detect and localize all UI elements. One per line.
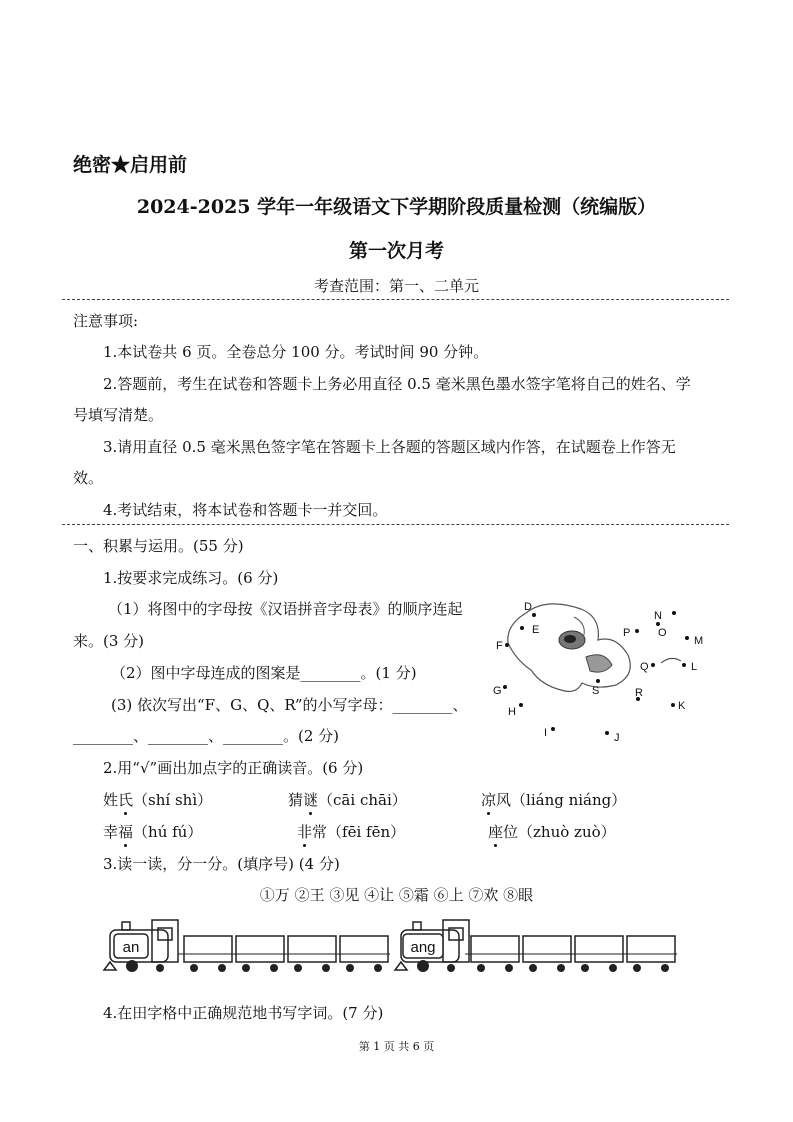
notice-item-4: 4.考试结束，将本试卷和答题卡一并交回。 <box>103 501 388 519</box>
train-an-car-wheel <box>346 964 354 972</box>
notice-item-3-cont: 效。 <box>73 469 104 487</box>
exam-subtitle: 第一次月考 <box>348 240 444 262</box>
q2-word-3-char: 风 <box>496 791 512 809</box>
letter-f: F <box>496 640 503 652</box>
dot-l <box>682 663 686 667</box>
train-ang-car-1 <box>471 936 519 962</box>
letter-k: K <box>678 700 686 712</box>
dot-k <box>671 703 675 707</box>
train-an-car-2 <box>236 936 284 962</box>
dot-g <box>503 685 507 689</box>
q1-part3: (3) 依次写出“F、G、Q、R”的小写字母：________、 <box>111 696 468 714</box>
train-ang-chimney <box>413 922 421 930</box>
train-ang-label: ang <box>410 939 436 956</box>
notice-heading: 注意事项: <box>73 312 139 330</box>
train-an-car-wheel <box>218 964 226 972</box>
divider-bottom <box>62 524 729 525</box>
secret-label: 绝密★启用前 <box>73 154 188 176</box>
connect-dots-figure <box>486 595 721 755</box>
train-an-car-3 <box>288 936 336 962</box>
q4-title: 4.在田字格中正确规范地书写字词。(7 分) <box>103 1004 384 1022</box>
train-ang <box>393 918 683 976</box>
q1-part1: （1）将图中的字母按《汉语拼音字母表》的顺序连起 <box>108 600 463 618</box>
fish-fin <box>586 655 612 672</box>
q1-part2: （2）图中字母连成的图案是________。(1 分) <box>111 664 417 682</box>
dot-h <box>519 703 523 707</box>
notice-item-2: 2.答题前，考生在试卷和答题卡上务必用直径 0.5 毫米黑色墨水签字笔将自己的姓名、学 <box>103 375 691 393</box>
q1-part1-cont: 来。(3 分) <box>73 632 145 650</box>
exam-scope: 考查范围：第一、二单元 <box>313 277 479 295</box>
q2-word-6-char: 位 <box>503 823 519 841</box>
q2-word-2-pinyin: （cāi chāi） <box>318 791 407 809</box>
q2-word-5-char: 常 <box>312 823 328 841</box>
train-an-label: an <box>122 939 140 956</box>
train-ang-car-wheel <box>581 964 589 972</box>
fish-tail-curve <box>661 658 681 663</box>
letter-g: G <box>493 685 502 697</box>
letter-q: Q <box>640 661 649 673</box>
letter-h: H <box>508 706 516 718</box>
q2-word-1-dotted-char: 氏 <box>118 791 134 809</box>
letter-m: M <box>694 635 704 647</box>
q2-word-1-pinyin: （shí shì） <box>133 791 213 809</box>
dot-i <box>551 727 555 731</box>
divider-top <box>62 299 729 300</box>
dot-e <box>520 626 524 630</box>
train-ang-car-wheel <box>661 964 669 972</box>
letter-i: I <box>544 727 548 739</box>
train-ang-car-3 <box>575 936 623 962</box>
letter-r: R <box>635 687 643 699</box>
q2-item-4[interactable] <box>103 821 202 842</box>
letter-p: P <box>623 627 631 639</box>
q2-word-2-dotted-char: 谜 <box>303 791 319 809</box>
train-an-wheel <box>156 964 164 972</box>
q2-word-4-dotted-char: 福 <box>118 823 134 841</box>
q2-word-6-pinyin: （zhuò zuò） <box>518 823 616 841</box>
train-ang-car-wheel <box>609 964 617 972</box>
letter-d: D <box>524 601 532 613</box>
dot-n <box>672 611 676 615</box>
train-an-car-4 <box>340 936 388 962</box>
dot-d <box>532 613 536 617</box>
letter-o: O <box>658 627 667 639</box>
dot-s <box>596 679 600 683</box>
train-an-cabin <box>152 920 178 962</box>
letter-n: N <box>654 610 662 622</box>
train-an-car-wheel <box>322 964 330 972</box>
q1-title: 1.按要求完成练习。(6 分) <box>103 569 279 587</box>
exam-title: 2024-2025 学年一年级语文下学期阶段质量检测（统编版） <box>136 196 657 218</box>
letter-s: S <box>592 685 600 697</box>
train-ang-car-wheel <box>529 964 537 972</box>
train-an <box>102 918 392 976</box>
q2-item-6[interactable] <box>488 821 616 842</box>
dot-q <box>651 663 655 667</box>
train-an-car-wheel <box>190 964 198 972</box>
train-an-chimney <box>122 922 130 930</box>
letter-j: J <box>614 732 620 744</box>
notice-item-2-cont: 号填写清楚。 <box>73 406 164 424</box>
dot-o <box>656 622 660 626</box>
q2-word-5-dotted-char: 非 <box>297 823 313 841</box>
dot-p <box>635 629 639 633</box>
train-ang-car-wheel <box>557 964 565 972</box>
train-ang-car-wheel <box>633 964 641 972</box>
q2-word-5-pinyin: （fēi fēn） <box>327 823 406 841</box>
dot-f <box>505 643 509 647</box>
q2-item-5[interactable] <box>297 821 405 842</box>
q2-item-2[interactable] <box>288 789 407 810</box>
q2-word-1-char: 姓 <box>103 791 119 809</box>
dot-m <box>685 636 689 640</box>
notice-item-3: 3.请用直径 0.5 毫米黑色签字笔在答题卡上各题的答题区域内作答，在试题卷上作答无 <box>103 438 676 456</box>
train-ang-car-2 <box>523 936 571 962</box>
train-an-cowcatcher <box>104 962 116 970</box>
train-ang-wheel <box>417 960 429 972</box>
section-1-title: 一、积累与运用。(55 分) <box>73 537 244 555</box>
q3-title: 3.读一读，分一分。(填序号) (4 分) <box>103 855 340 873</box>
train-an-wheel <box>126 960 138 972</box>
dot-j <box>605 731 609 735</box>
train-an-car-wheel <box>294 964 302 972</box>
train-an-car-1 <box>184 936 232 962</box>
train-ang-car-4 <box>627 936 675 962</box>
q2-item-3[interactable] <box>481 789 626 810</box>
q2-item-1[interactable] <box>103 789 212 810</box>
train-an-car-wheel <box>374 964 382 972</box>
notice-item-1: 1.本试卷共 6 页。全卷总分 100 分。考试时间 90 分钟。 <box>103 343 489 361</box>
q1-part3-cont: ________、________、________。(2 分) <box>73 727 340 745</box>
q2-word-3-pinyin: （liáng niáng） <box>511 791 627 809</box>
train-ang-wheel <box>447 964 455 972</box>
q2-title: 2.用“√”画出加点字的正确读音。(6 分) <box>103 759 364 777</box>
train-ang-car-wheel <box>505 964 513 972</box>
train-an-car-wheel <box>270 964 278 972</box>
q3-options: ①万 ②王 ③见 ④让 ⑤霜 ⑥上 ⑦欢 ⑧眼 <box>259 886 534 904</box>
q2-word-2-char: 猜 <box>288 791 304 809</box>
train-ang-car-wheel <box>477 964 485 972</box>
q2-word-4-char: 幸 <box>103 823 119 841</box>
q2-word-6-dotted-char: 座 <box>488 823 504 841</box>
q2-word-3-dotted-char: 凉 <box>481 791 497 809</box>
q2-word-4-pinyin: （hú fú） <box>133 823 203 841</box>
fish-pupil <box>564 635 576 643</box>
train-an-car-wheel <box>242 964 250 972</box>
train-ang-cowcatcher <box>395 962 407 970</box>
train-ang-cabin <box>443 920 469 962</box>
letter-l: L <box>691 661 698 673</box>
letter-e: E <box>532 624 540 636</box>
page-footer: 第 1 页 共 6 页 <box>358 1040 435 1053</box>
